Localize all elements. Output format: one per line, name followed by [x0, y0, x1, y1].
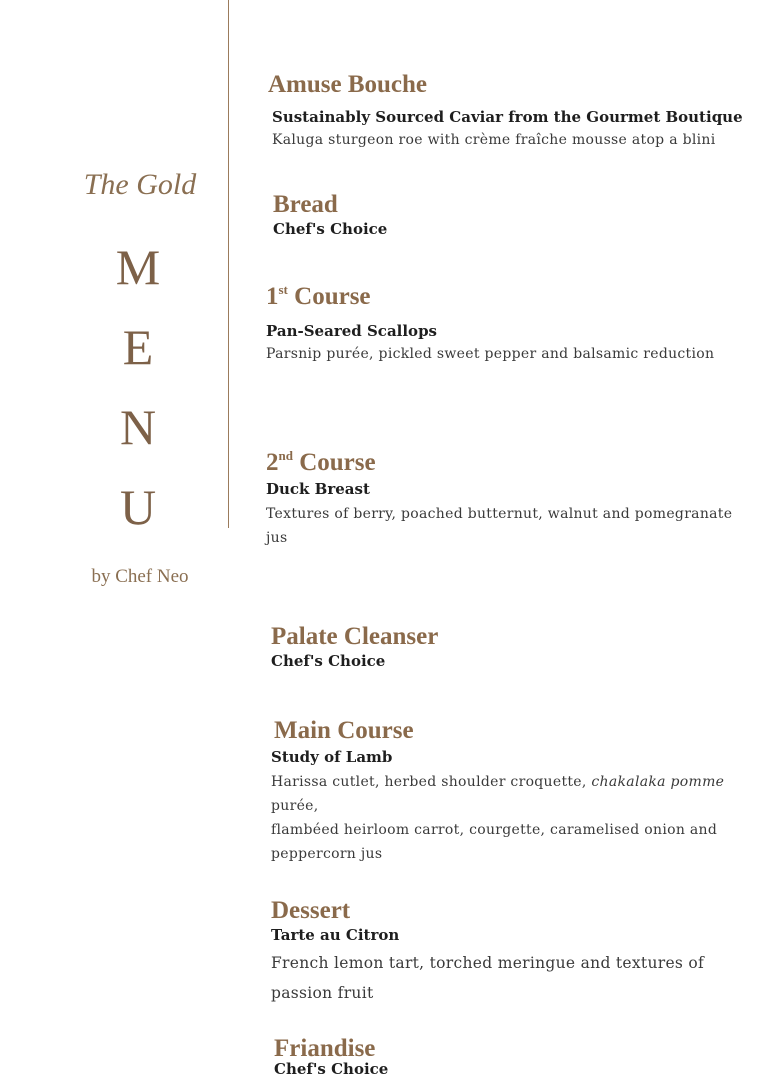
- menu-letter-n: N: [119, 399, 157, 455]
- course-label: Course: [299, 449, 376, 476]
- course-title: Palate Cleanser: [271, 623, 439, 650]
- dish-description-line: French lemon tart, torched meringue and textures of: [271, 954, 705, 972]
- menu-letter-m: M: [115, 239, 161, 295]
- course-amuse-bouche: [268, 70, 743, 152]
- desc-text: Harissa cutlet, herbed shoulder croquette,: [271, 774, 592, 790]
- dish-name: Sustainably Sourced Caviar from the Gourmet Boutique: [272, 108, 743, 126]
- dish-name: Chef's Choice: [273, 220, 388, 238]
- course-title: Bread: [273, 191, 338, 218]
- dish-description-line: Textures of berry, poached butternut, walnut and pomegranate: [266, 506, 733, 522]
- dish-name: Duck Breast: [266, 480, 370, 498]
- dish-description-line: flambéed heirloom carrot, courgette, caramelised onion and: [271, 822, 718, 838]
- dish-name: Chef's Choice: [271, 652, 386, 670]
- dish-name: Study of Lamb: [271, 748, 393, 766]
- dish-name: Pan-Seared Scallops: [266, 322, 437, 340]
- course-first: [266, 282, 714, 366]
- course-title: Main Course: [274, 717, 414, 744]
- course-main: [271, 716, 768, 866]
- course-friandise: [274, 1034, 388, 1080]
- dish-description-line: peppercorn jus: [271, 846, 383, 862]
- course-label: Course: [294, 283, 371, 310]
- dish-description: Parsnip purée, pickled sweet pepper and balsamic reduction: [266, 346, 715, 362]
- course-number: 1: [266, 283, 279, 310]
- course-bread: [273, 190, 387, 240]
- dish-description: Kaluga sturgeon roe with crème fraîche mousse atop a blini: [272, 132, 716, 148]
- menu-letter-e: E: [122, 319, 154, 375]
- chef-credit: by Chef Neo: [91, 566, 189, 587]
- menu-letter-u: U: [119, 479, 157, 535]
- course-title: [266, 282, 714, 312]
- course-dessert: [271, 896, 704, 1008]
- dish-description-line: [271, 770, 768, 818]
- course-ordinal: nd: [278, 448, 293, 463]
- course-number: 2: [266, 449, 279, 476]
- course-title: [266, 448, 732, 478]
- course-palate-cleanser: [271, 622, 438, 672]
- dish-name: Chef's Choice: [274, 1060, 389, 1078]
- course-title: Amuse Bouche: [268, 71, 428, 98]
- menu-subtitle: The Gold: [83, 168, 197, 201]
- dish-name: Tarte au Citron: [271, 926, 400, 944]
- dish-description-line: jus: [266, 530, 288, 546]
- course-second: [266, 448, 732, 550]
- desc-italic-text: chakalaka pomme: [591, 774, 725, 790]
- course-ordinal: st: [278, 282, 288, 297]
- vertical-divider: [228, 0, 229, 528]
- desc-text: purée,: [271, 798, 319, 814]
- dish-description-line: passion fruit: [271, 984, 374, 1002]
- course-title: Friandise: [274, 1035, 376, 1062]
- course-title: Dessert: [271, 897, 351, 924]
